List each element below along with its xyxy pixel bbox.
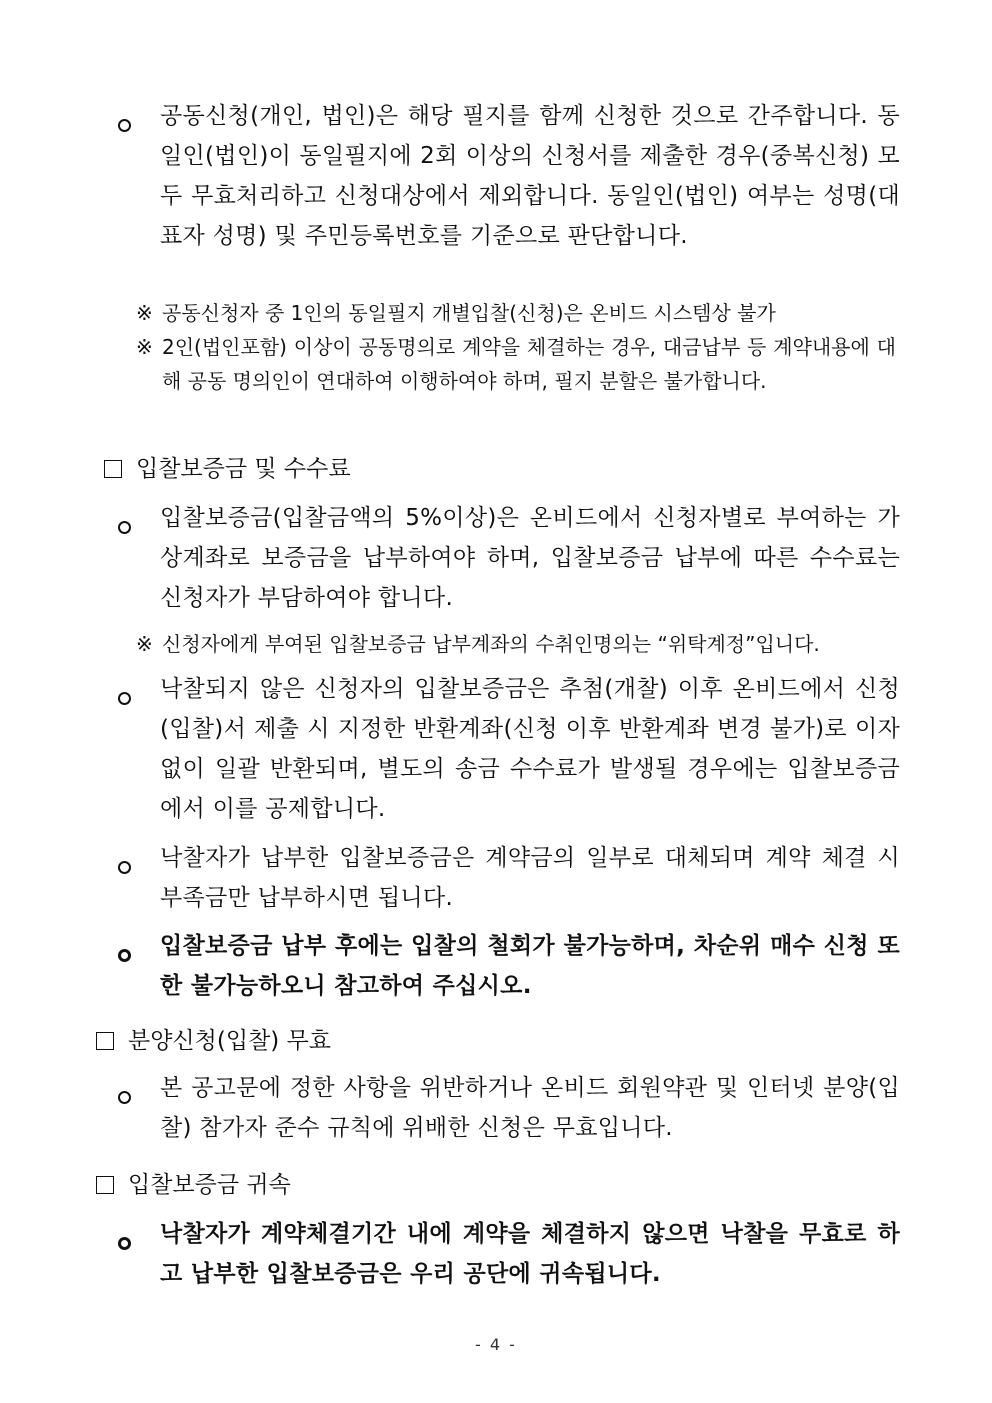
invalid-item-1: 본 공고문에 정한 사항을 위반하거나 온비드 회원약관 및 인터넷 분양(입찰) 참가자 준수 규칙에 위배한 신청은 무효입니다. (118, 1068, 900, 1148)
joint-application-item (118, 96, 900, 256)
forfeit-item-1: 낙찰자가 계약체결기간 내에 계약을 체결하지 않으면 낙찰을 무효로 하고 납부한 입찰보증금은 우리 공단에 귀속됩니다. (118, 1214, 900, 1294)
section-title: 입찰보증금 및 수수료 (136, 456, 351, 482)
note-joint-single (136, 296, 896, 330)
note-text: 공동신청자 중 1인의 동일필지 개별입찰(신청)은 온비드 시스템상 불가 (162, 301, 776, 325)
note-joint-contract (136, 330, 896, 398)
page-number: - 4 - (475, 1335, 517, 1354)
deposit-item-4: 입찰보증금 납부 후에는 입찰의 철회가 불가능하며, 차순위 매수 신청 또한 불가능하오니 참고하여 주십시오. (118, 926, 900, 1006)
circle-bullet-icon (118, 938, 140, 978)
reference-mark-icon: ※ (136, 335, 153, 359)
reference-mark-icon: ※ (136, 301, 153, 325)
circle-bullet-icon (118, 850, 140, 890)
square-bullet-icon (96, 1032, 114, 1050)
circle-bullet-icon (118, 510, 140, 550)
circle-bullet-icon (118, 681, 140, 721)
deposit-item-1: 입찰보증금(입찰금액의 5%이상)은 온비드에서 신청자별로 부여하는 가상계좌로 보증금을 납부하여야 하며, 입찰보증금 납부에 따른 수수료는 신청자가 부담하여야 합니다. (118, 498, 900, 618)
note-text: 2인(법인포함) 이상이 공동명의로 계약을 체결하는 경우, 대금납부 등 계약내용에 대해 공동 명의인이 연대하여 이행하여야 하며, 필지 분할은 불가합니다. (162, 335, 896, 393)
note-deposit-account (136, 627, 896, 661)
circle-bullet-icon (118, 108, 140, 148)
deposit-item-2: 낙찰되지 않은 신청자의 입찰보증금은 추첨(개찰) 이후 온비드에서 신청(입찰)서 제출 시 지정한 반환계좌(신청 이후 반환계좌 변경 불가)로 이자 없이 일괄 반환되며, 별도의 송금 수수료가 발생될 경우에는 입찰보증금에서 이를 공제합니다. (118, 669, 900, 829)
reference-mark-icon: ※ (136, 632, 153, 656)
square-bullet-icon (104, 460, 122, 478)
section-title: 분양신청(입찰) 무효 (128, 1028, 332, 1054)
deposit-item-3: 낙찰자가 납부한 입찰보증금은 계약금의 일부로 대체되며 계약 체결 시 부족금만 납부하시면 됩니다. (118, 838, 900, 918)
circle-bullet-icon (118, 1226, 140, 1266)
section-title: 입찰보증금 귀속 (128, 1172, 291, 1198)
note-text: 신청자에게 부여된 입찰보증금 납부계좌의 수취인명의는 “위탁계정”입니다. (162, 632, 820, 656)
square-bullet-icon (96, 1176, 114, 1194)
circle-bullet-icon (118, 1080, 140, 1120)
joint-application-text: 공동신청(개인, 법인)은 해당 필지를 함께 신청한 것으로 간주합니다. 동일인(법인)이 동일필지에 2회 이상의 신청서를 제출한 경우(중복신청) 모두 무효처리하고 신청대상에서 제외합니다. 동일인(법인) 여부는 성명(대표자 성명) 및 주민등록번호를 기준으로 판단합니다. (160, 103, 900, 249)
